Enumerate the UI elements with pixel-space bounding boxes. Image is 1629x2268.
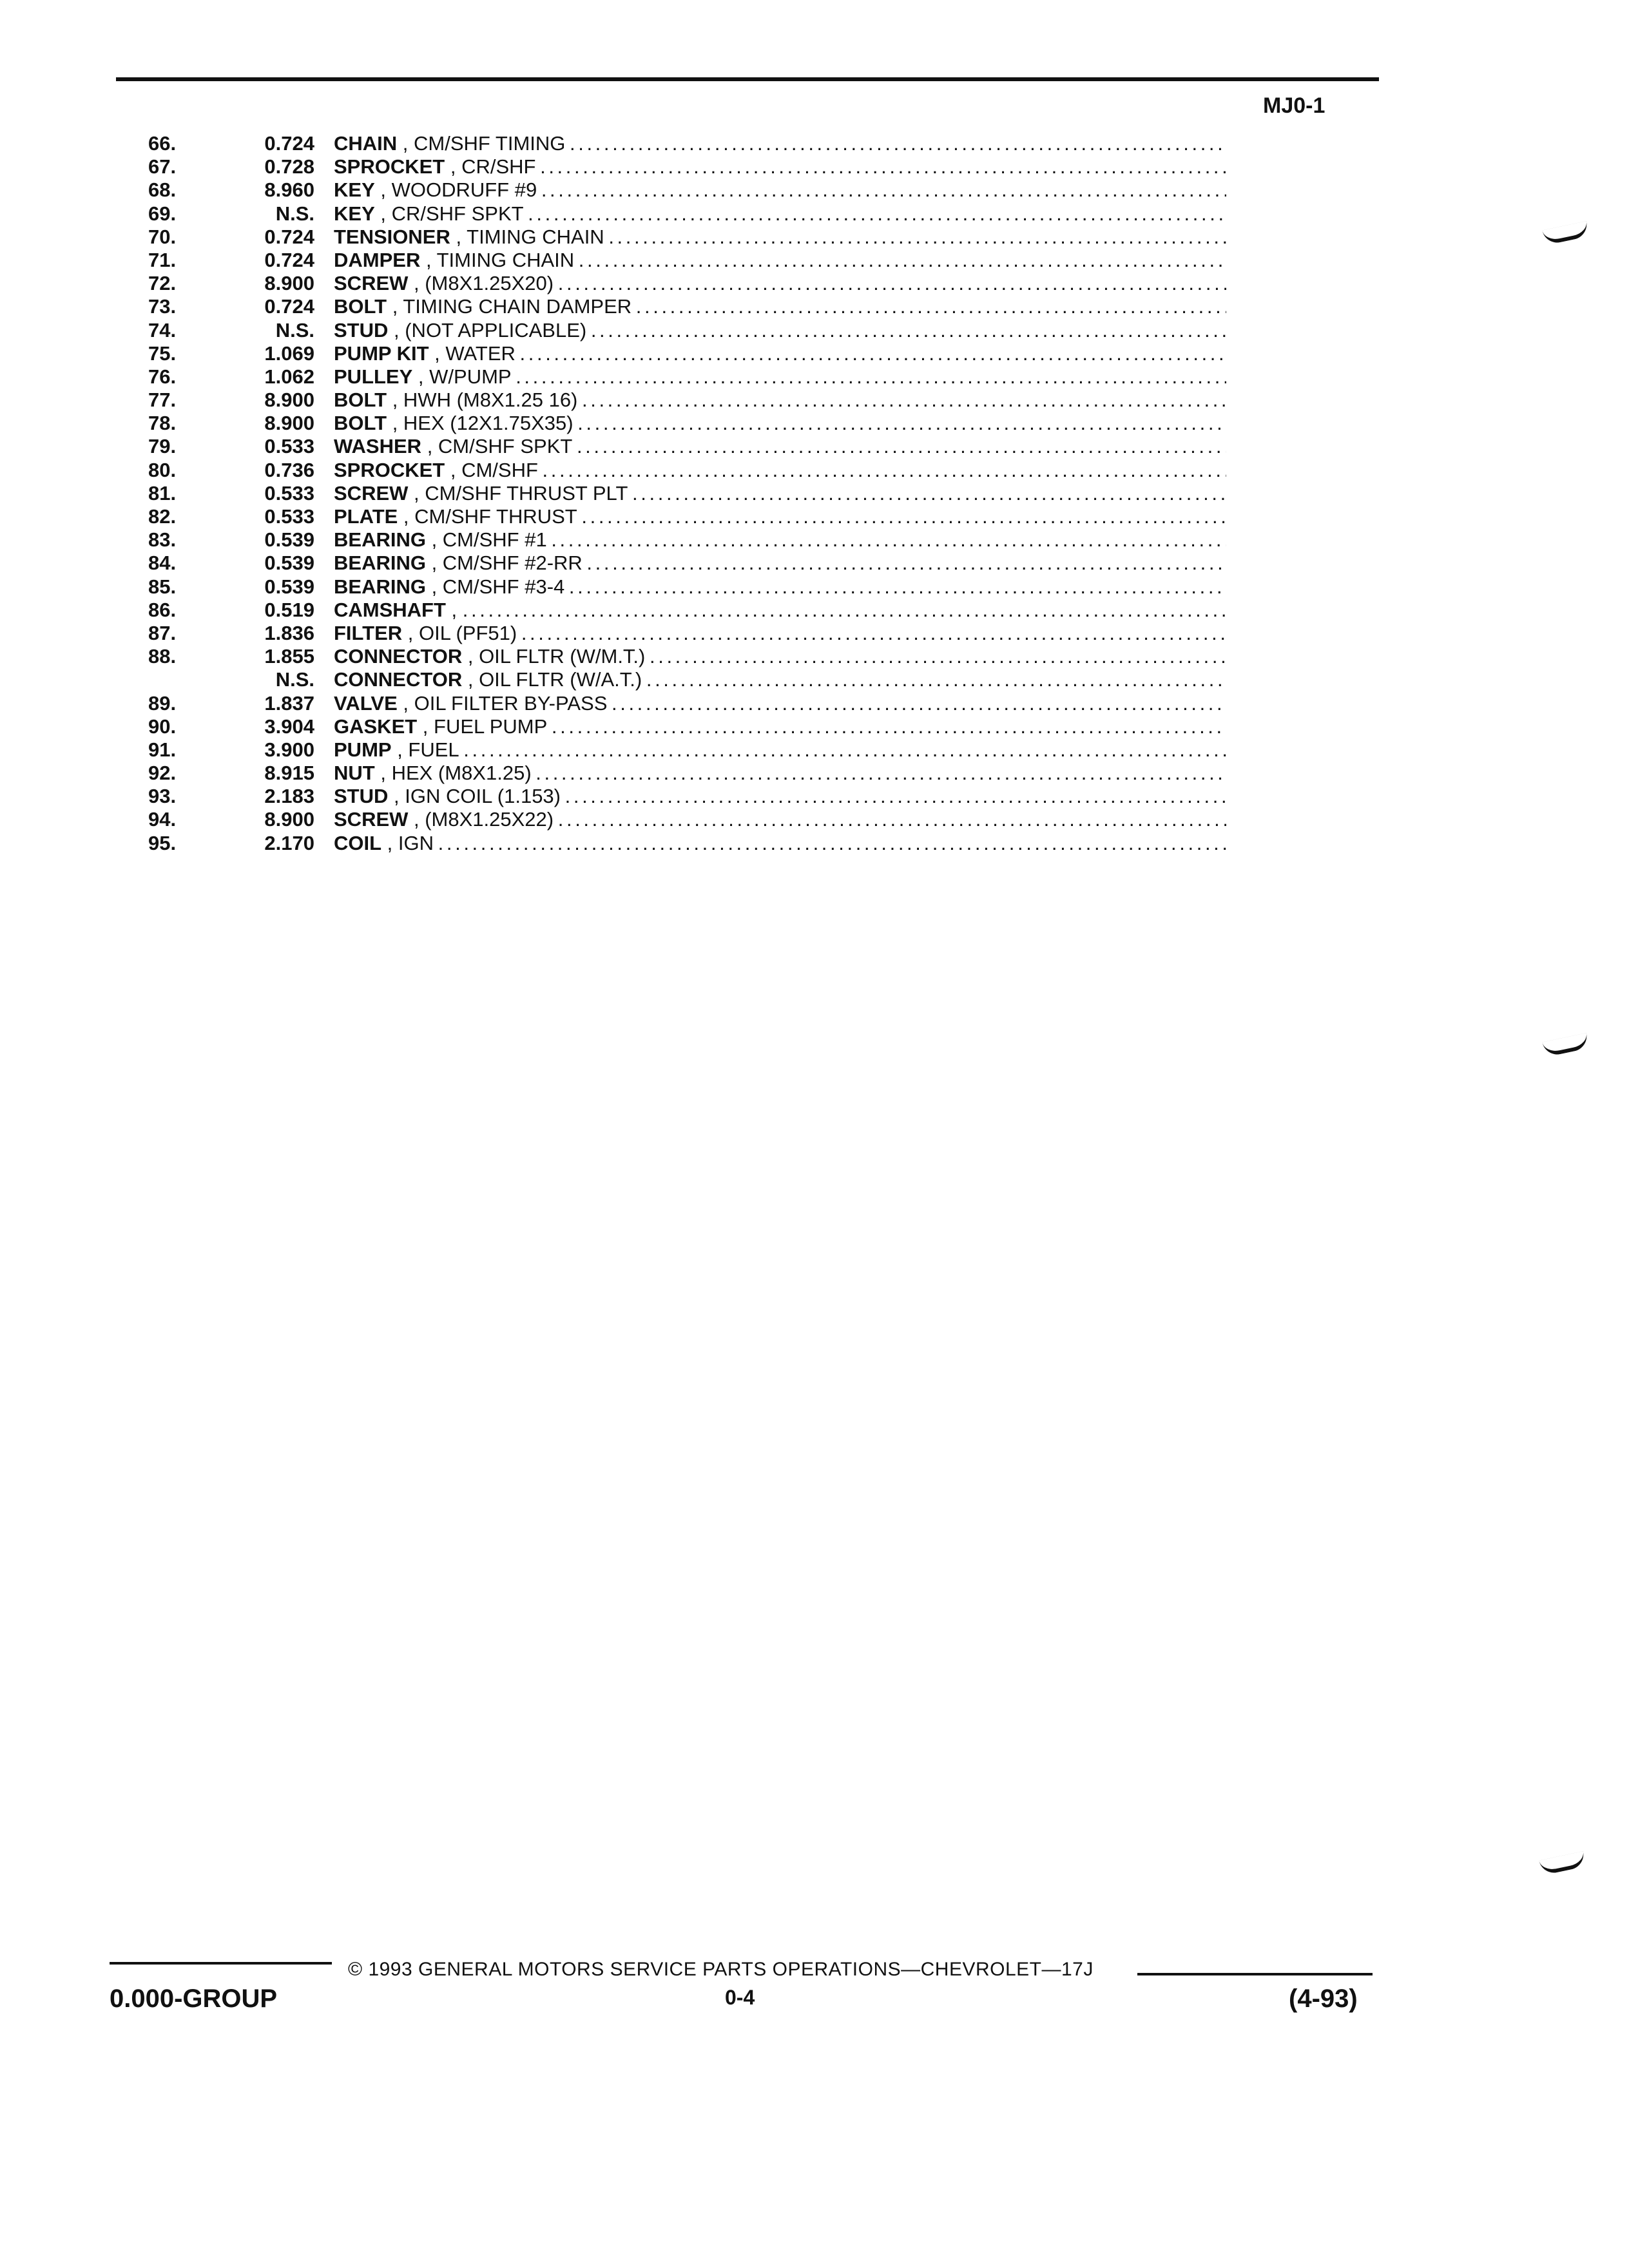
reference-number: 89. <box>148 691 177 715</box>
part-description <box>334 808 1226 831</box>
reference-number: 88. <box>148 645 177 668</box>
parts-row <box>0 575 1629 599</box>
reference-number: 93. <box>148 785 177 808</box>
part-detail: OIL (PF51) <box>419 621 517 644</box>
parts-row <box>0 412 1629 435</box>
part-detail: HEX (M8X1.25) <box>391 762 532 785</box>
part-description <box>334 715 1226 738</box>
part-detail: CR/SHF SPKT <box>391 202 524 225</box>
reference-number: 91. <box>148 738 177 761</box>
parts-row <box>0 295 1629 318</box>
part-description <box>334 412 1226 435</box>
part-description <box>334 645 1226 668</box>
part-detail: TIMING CHAIN <box>436 248 575 271</box>
parts-row <box>0 715 1629 738</box>
group-number: 0.519 <box>264 598 314 621</box>
copyright-notice: © 1993 GENERAL MOTORS SERVICE PARTS OPERATIONS—CHEVROLET—17J <box>348 1959 1094 1980</box>
parts-row <box>0 202 1629 226</box>
parts-row <box>0 319 1629 342</box>
reference-number: 86. <box>148 598 177 621</box>
parts-row <box>0 528 1629 552</box>
parts-row <box>0 645 1629 668</box>
group-number: 0.724 <box>264 225 314 248</box>
part-name: PULLEY , <box>334 365 429 388</box>
part-name: CONNECTOR , <box>334 668 479 691</box>
parts-row <box>0 808 1629 831</box>
parts-row <box>0 622 1629 645</box>
part-detail: OIL FLTR (W/A.T.) <box>479 668 642 691</box>
group-number: N.S. <box>275 668 314 691</box>
part-name: STUD , <box>334 785 405 807</box>
reference-number: 69. <box>148 202 177 225</box>
group-number: 0.728 <box>264 155 314 178</box>
reference-number: 81. <box>148 481 177 505</box>
group-number: 8.915 <box>264 762 314 785</box>
part-detail: OIL FLTR (W/M.T.) <box>479 645 646 668</box>
part-detail: CM/SHF SPKT <box>438 435 573 458</box>
part-description <box>334 319 1226 342</box>
reference-number: 82. <box>148 505 177 528</box>
reference-number: 73. <box>148 295 177 318</box>
page-code: MJ0-1 <box>1263 93 1325 118</box>
part-description <box>334 459 1226 482</box>
part-detail: FUEL <box>408 738 459 761</box>
group-number: 1.855 <box>264 645 314 668</box>
reference-number: 83. <box>148 528 177 552</box>
part-detail: (M8X1.25X20) <box>425 272 554 295</box>
part-detail: CM/SHF #2-RR <box>442 552 583 575</box>
parts-row <box>0 668 1629 691</box>
revision-date: (4-93) <box>1289 1984 1358 2013</box>
part-detail: WOODRUFF #9 <box>391 178 537 202</box>
part-name: BEARING , <box>334 528 443 551</box>
group-number: 1.836 <box>264 621 314 644</box>
reference-number: 85. <box>148 575 177 598</box>
group-number: 0.533 <box>264 505 314 528</box>
part-detail: HWH (M8X1.25 16) <box>403 389 578 412</box>
part-detail: (NOT APPLICABLE) <box>405 318 587 341</box>
parts-row <box>0 365 1629 389</box>
part-name: GASKET , <box>334 715 434 738</box>
part-detail: IGN COIL (1.153) <box>405 785 561 808</box>
page-number: 0-4 <box>725 1986 755 2009</box>
group-number: 8.900 <box>264 412 314 435</box>
part-description <box>334 178 1226 202</box>
group-number: 0.539 <box>264 528 314 552</box>
reference-number: 71. <box>148 248 177 271</box>
group-number: 0.736 <box>264 458 314 481</box>
group-number: 1.837 <box>264 691 314 715</box>
part-description <box>334 738 1226 762</box>
part-description <box>334 832 1226 855</box>
part-detail: OIL FILTER BY-PASS <box>414 691 608 715</box>
part-description <box>334 599 1226 622</box>
part-name: KEY , <box>334 178 392 201</box>
part-name: DAMPER , <box>334 249 437 271</box>
part-name: SCREW , <box>334 482 425 505</box>
group-number: 3.900 <box>264 738 314 761</box>
reference-number: 75. <box>148 341 177 365</box>
parts-row <box>0 785 1629 808</box>
part-name: COIL , <box>334 832 398 854</box>
part-description <box>334 575 1226 599</box>
group-number: 0.724 <box>264 295 314 318</box>
part-description <box>334 505 1226 528</box>
footer-rule-left <box>110 1962 332 1965</box>
reference-number: 79. <box>148 435 177 458</box>
part-name: CONNECTOR , <box>334 645 479 668</box>
reference-number: 70. <box>148 225 177 248</box>
group-label: 0.000-GROUP <box>110 1984 278 2013</box>
group-number: N.S. <box>275 202 314 225</box>
reference-number: 94. <box>148 808 177 831</box>
part-detail: CM/SHF THRUST <box>414 505 577 528</box>
parts-row <box>0 692 1629 715</box>
parts-row <box>0 435 1629 458</box>
group-number: 8.960 <box>264 178 314 202</box>
part-description <box>334 249 1226 272</box>
part-description <box>334 668 1226 691</box>
part-name: CAMSHAFT , <box>334 599 463 621</box>
parts-row <box>0 226 1629 249</box>
group-number: 2.170 <box>264 831 314 854</box>
group-number: 2.183 <box>264 785 314 808</box>
parts-row <box>0 552 1629 575</box>
part-name: CHAIN , <box>334 132 414 155</box>
part-detail: IGN <box>398 831 434 854</box>
reference-number: 72. <box>148 272 177 295</box>
part-name: SCREW , <box>334 272 425 294</box>
part-name: TENSIONER , <box>334 226 467 248</box>
group-number: 1.062 <box>264 365 314 388</box>
reference-number: 77. <box>148 389 177 412</box>
group-number: 8.900 <box>264 808 314 831</box>
part-description <box>334 692 1226 715</box>
part-detail: CM/SHF #3-4 <box>442 575 565 598</box>
reference-number: 66. <box>148 132 177 155</box>
part-name: VALVE , <box>334 692 414 715</box>
parts-row <box>0 599 1629 622</box>
part-name: PUMP KIT , <box>334 342 445 365</box>
group-number: 0.533 <box>264 435 314 458</box>
part-name: KEY , <box>334 202 392 225</box>
footer-rule-right <box>1137 1973 1373 1975</box>
part-name: PUMP , <box>334 738 408 761</box>
reference-number: 84. <box>148 552 177 575</box>
reference-number: 87. <box>148 621 177 644</box>
parts-row <box>0 272 1629 295</box>
group-number: 0.533 <box>264 481 314 505</box>
part-detail: HEX (12X1.75X35) <box>403 412 574 435</box>
part-detail: WATER <box>445 341 516 365</box>
group-number: N.S. <box>275 318 314 341</box>
group-number: 1.069 <box>264 341 314 365</box>
parts-row <box>0 482 1629 505</box>
part-description <box>334 365 1226 389</box>
group-number: 8.900 <box>264 389 314 412</box>
group-number: 0.724 <box>264 248 314 271</box>
part-description <box>334 226 1226 249</box>
part-detail: W/PUMP <box>429 365 512 388</box>
parts-row <box>0 762 1629 785</box>
group-number: 8.900 <box>264 272 314 295</box>
part-name: BOLT , <box>334 412 403 434</box>
part-name: BEARING , <box>334 575 443 598</box>
parts-row <box>0 132 1629 155</box>
part-description <box>334 785 1226 808</box>
part-description <box>334 482 1226 505</box>
parts-row <box>0 342 1629 365</box>
part-description <box>334 622 1226 645</box>
group-number: 0.539 <box>264 575 314 598</box>
part-name: PLATE , <box>334 505 414 528</box>
parts-row <box>0 178 1629 202</box>
group-number: 0.724 <box>264 132 314 155</box>
part-detail: CM/SHF TIMING <box>414 132 566 155</box>
reference-number: 90. <box>148 715 177 738</box>
part-detail: CR/SHF <box>461 155 536 178</box>
reference-number: 80. <box>148 458 177 481</box>
part-name: NUT , <box>334 762 392 784</box>
group-number: 3.904 <box>264 715 314 738</box>
part-name: FILTER , <box>334 622 419 644</box>
part-description <box>334 202 1226 226</box>
part-detail: CM/SHF THRUST PLT <box>425 481 628 505</box>
part-description <box>334 435 1226 458</box>
reference-number: 67. <box>148 155 177 178</box>
part-name: BOLT , <box>334 295 403 318</box>
part-description <box>334 389 1226 412</box>
part-name: BEARING , <box>334 552 443 574</box>
part-description <box>334 762 1226 785</box>
parts-row <box>0 249 1629 272</box>
part-detail: TIMING CHAIN DAMPER <box>403 295 632 318</box>
part-name: BOLT , <box>334 389 403 411</box>
reference-number: 78. <box>148 412 177 435</box>
parts-row <box>0 738 1629 762</box>
part-name: SCREW , <box>334 808 425 831</box>
part-detail: CM/SHF #1 <box>442 528 547 552</box>
part-detail: (M8X1.25X22) <box>425 808 554 831</box>
binder-mark <box>1539 1851 1586 1876</box>
parts-row <box>0 155 1629 178</box>
part-description <box>334 295 1226 318</box>
top-rule <box>116 77 1379 81</box>
parts-list <box>0 132 1629 855</box>
part-detail: CM/SHF <box>461 458 538 481</box>
part-description <box>334 342 1226 365</box>
part-detail: TIMING CHAIN <box>467 225 604 248</box>
parts-row <box>0 459 1629 482</box>
reference-number: 92. <box>148 762 177 785</box>
part-description <box>334 528 1226 552</box>
reference-number: 74. <box>148 318 177 341</box>
part-name: WASHER , <box>334 435 438 457</box>
part-name: STUD , <box>334 319 405 341</box>
reference-number: 68. <box>148 178 177 202</box>
part-description <box>334 552 1226 575</box>
part-name: SPROCKET , <box>334 459 461 481</box>
part-detail: FUEL PUMP <box>434 715 548 738</box>
part-description <box>334 272 1226 295</box>
parts-row <box>0 389 1629 412</box>
group-number: 0.539 <box>264 552 314 575</box>
reference-number: 95. <box>148 831 177 854</box>
reference-number: 76. <box>148 365 177 388</box>
part-description <box>334 155 1226 178</box>
binder-mark <box>1542 1033 1589 1057</box>
parts-row <box>0 505 1629 528</box>
parts-row <box>0 832 1629 855</box>
part-description <box>334 132 1226 155</box>
part-name: SPROCKET , <box>334 155 461 178</box>
